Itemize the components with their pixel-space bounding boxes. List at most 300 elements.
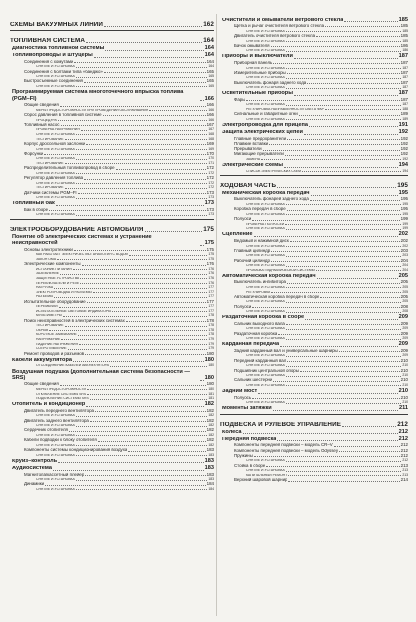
- page-number: 205: [402, 299, 408, 304]
- toc-section-entry[interactable]: [220, 90, 408, 97]
- dot-leader: [269, 144, 400, 145]
- dot-leader: [76, 159, 208, 160]
- toc-procedure-title: СНЯТИЕ И УСТАНОВКА: [246, 244, 285, 248]
- dot-leader: [288, 481, 399, 482]
- page-number: 210: [400, 377, 408, 383]
- page-number: 177: [208, 308, 214, 313]
- toc-subsection-title: Топливный насос: [24, 122, 60, 127]
- toc-section-entry[interactable]: [10, 356, 214, 363]
- toc-section-entry[interactable]: [220, 387, 408, 394]
- page-number: 205: [402, 289, 408, 294]
- toc-subsection-title: Стойка в сборе: [234, 463, 266, 468]
- toc-section-title: Приборы и выключатели: [222, 54, 293, 60]
- toc-section-title: Задний мост: [222, 389, 258, 395]
- dot-leader: [82, 265, 206, 266]
- dot-leader: [325, 26, 400, 27]
- toc-procedure-title: ТЕСТИРОВАНИЕ: [36, 186, 64, 190]
- dot-leader: [286, 41, 402, 42]
- toc-procedure-title: РАЗЪЕМЫ: [36, 295, 54, 299]
- dot-leader: [286, 256, 402, 257]
- page-number: 177: [208, 304, 214, 309]
- page-number: 204: [402, 267, 408, 272]
- page-number: 212: [397, 420, 408, 428]
- dot-leader: [271, 292, 401, 293]
- toc-procedure-title: СНЯТИЕ И УСТАНОВКА: [246, 469, 285, 473]
- page-number: 171: [208, 161, 214, 166]
- toc-chapter-title: СХЕМЫ ВАКУУМНЫХ ЛИНИЙ: [10, 21, 104, 28]
- toc-subsection-title: Соединения с хомутами: [24, 59, 74, 64]
- dot-leader: [60, 106, 206, 107]
- dot-leader: [294, 95, 398, 96]
- page-number: 176: [208, 266, 214, 271]
- toc-section-entry[interactable]: [10, 457, 214, 464]
- dot-leader: [68, 349, 208, 350]
- page-number: 208: [402, 309, 408, 314]
- dot-leader: [252, 220, 399, 221]
- dot-leader: [304, 134, 398, 135]
- page-number: 182: [208, 413, 214, 418]
- dot-leader: [49, 210, 206, 211]
- toc-procedure-title: ЗАЩИТНЫЕ УСТРОЙСТВА: [36, 276, 80, 280]
- toc-subsection-entry[interactable]: [220, 477, 408, 482]
- page-number: 172: [208, 170, 214, 175]
- toc-chapter-entry[interactable]: [10, 16, 214, 28]
- toc-procedure-title: СНЯТИЕ И УСТАНОВКА: [246, 337, 285, 341]
- toc-section-entry[interactable]: [10, 401, 214, 408]
- dot-leader: [286, 204, 402, 205]
- dot-leader: [287, 210, 400, 211]
- page-number: 213: [400, 462, 408, 468]
- dot-leader: [105, 50, 203, 51]
- toc-procedure-title: ТЕСТИРОВАНИЕ: [36, 324, 64, 328]
- toc-procedure-entry[interactable]: [10, 212, 214, 217]
- toc-section-title: Осветительные приборы: [222, 91, 294, 97]
- toc-section-entry[interactable]: [220, 231, 408, 238]
- page-number: 166: [204, 95, 214, 102]
- page-number: 210: [400, 367, 408, 373]
- toc-procedure-title: ПРОВЕРКА ПОЛУОСЕЙ: [246, 222, 285, 226]
- page-number: 212: [402, 458, 408, 463]
- dot-leader: [286, 302, 402, 303]
- toc-procedure-title: СНЯТИЕ И УСТАНОВКА: [246, 66, 285, 70]
- toc-procedure-title: СНЯТИЕ И УСТАНОВКА: [246, 285, 285, 289]
- dot-leader: [94, 57, 204, 58]
- dot-leader: [76, 215, 208, 216]
- dot-leader: [84, 179, 206, 180]
- toc-procedure-title: ИСПЫТАТЕЛЬНЫЕ СВЕТОВЫЕ ИНДИКАТОРЫ: [36, 309, 112, 313]
- toc-procedure-title: СНЯТИЕ И УСТАНОВКА: [36, 133, 75, 137]
- toc-subsection-title: Полуоси: [234, 217, 252, 222]
- toc-subsection-title: Выключатель ингибитора: [234, 280, 286, 285]
- toc-procedure-title: ОТКЛЮЧЕНИЕ СИСТЕМЫ SRS: [36, 392, 87, 396]
- toc-subsection-title: Соединения с болтами типа «банджо»: [24, 69, 103, 74]
- page-number: 175: [203, 225, 214, 233]
- page-number: 179: [208, 346, 214, 351]
- toc-subsection-title: Сердечник отопителя: [24, 428, 68, 433]
- section-separator: [220, 414, 408, 415]
- page-number: 172: [208, 185, 214, 190]
- toc-subsection-title: Прерыватели: [234, 147, 262, 152]
- dot-leader: [285, 155, 400, 156]
- toc-procedure-title: ОБРЫВ: [36, 328, 49, 332]
- toc-section-title: Колеса: [222, 429, 242, 435]
- toc-subsection-title: Фары: [234, 97, 246, 102]
- toc-procedure-title: ТЕСТИРОВАНИЕ: [36, 137, 64, 141]
- page-number: 194: [402, 168, 408, 173]
- page-number: 185: [398, 16, 408, 23]
- toc-subsection-title: Основы электротехники: [24, 247, 73, 252]
- page-number: 209: [398, 341, 408, 348]
- page-number: 209: [400, 330, 408, 336]
- page-number: 178: [208, 313, 214, 318]
- page-number: 173: [208, 212, 214, 217]
- page-number: 168: [208, 136, 214, 141]
- dot-leader: [286, 78, 402, 79]
- page-number: 180: [206, 350, 214, 356]
- toc-procedure-title: КАК РАБОТАЕТ ЭЛЕКТРИЧЕСТВО: АНАЛОГИЯ С ВОДОЙ: [36, 253, 128, 257]
- page-number: 179: [208, 337, 214, 342]
- dot-leader: [84, 82, 206, 83]
- dot-leader: [104, 26, 202, 27]
- toc-subsection-title: Бачок омывателя: [234, 43, 270, 48]
- toc-procedure-title: СНЯТИЕ И УСТАНОВКА: [36, 453, 75, 457]
- page-number: 209: [400, 320, 408, 326]
- toc-procedure-entry[interactable]: [220, 169, 408, 174]
- toc-procedure-title: ПАДЕНИЕ НАПРЯЖЕНИЯ: [36, 342, 78, 346]
- toc-procedure-title: КОРОТКОЕ ЗАМЫКАНИЕ: [36, 333, 77, 337]
- page-number: 212: [398, 428, 408, 435]
- toc-subsection-title: Приборная панель: [234, 60, 273, 65]
- toc-section-title: Кабели аккумулятора: [12, 357, 72, 363]
- page-number: 192: [398, 129, 408, 136]
- page-number: 210: [402, 400, 408, 405]
- toc-subsection-title: Сальник шестерни: [234, 378, 273, 383]
- dot-leader: [78, 193, 206, 194]
- page-number: 181: [208, 396, 214, 401]
- page-number: 166: [208, 117, 214, 122]
- toc-section-entry[interactable]: [220, 405, 408, 412]
- dot-leader: [286, 229, 402, 230]
- page-number: 202: [398, 231, 408, 238]
- page-number: 164: [204, 44, 214, 51]
- page-number: 164: [204, 52, 214, 59]
- toc-section-entry[interactable]: [220, 53, 408, 60]
- dot-leader: [273, 63, 399, 64]
- dot-leader: [286, 246, 402, 247]
- dot-leader: [286, 356, 402, 357]
- toc-section-entry[interactable]: [10, 368, 214, 382]
- dot-leader: [287, 283, 400, 284]
- dot-leader: [80, 283, 207, 284]
- toc-subsection-title: Сальник выходного вала: [234, 321, 285, 326]
- toc-procedure-title: ЗАКОН ОМА: [36, 257, 56, 261]
- page-number: 191: [398, 121, 408, 128]
- toc-procedure-title: ПОДКЛЮЧЕНИЕ СИСТЕМЫ SRS: [36, 397, 89, 401]
- dot-leader: [286, 266, 402, 267]
- dot-leader: [57, 259, 207, 260]
- toc-procedure-title: СНЯТИЕ И УСТАНОВКА: [36, 75, 75, 79]
- page-number: 187: [400, 69, 408, 75]
- page-number: 187: [400, 79, 408, 85]
- dot-leader: [76, 134, 208, 135]
- dot-leader: [79, 344, 207, 345]
- page-number: 172: [206, 165, 214, 171]
- toc-column-right: [220, 16, 408, 616]
- toc-subsection-title: Подшипник центральной опоры: [234, 368, 299, 373]
- toc-section-entry[interactable]: [220, 128, 408, 135]
- toc-procedure-title: НАПРЯЖЕНИЕ: [36, 338, 61, 342]
- page-number: 170: [206, 150, 214, 156]
- toc-procedure-title: СПИСОК ЭЛЕКТРИЧЕСКИХ СХЕМ: [246, 169, 301, 173]
- dot-leader: [65, 163, 208, 164]
- toc-subsection-title: Мигающие прерыватели: [234, 152, 284, 157]
- toc-procedure-title: СНЯТИЕ И УСТАНОВКА: [36, 443, 75, 447]
- dot-leader: [128, 451, 205, 452]
- toc-subsection-title: Главный цилиндр: [234, 248, 271, 253]
- toc-section-entry[interactable]: [220, 161, 408, 168]
- page-number: 210: [402, 373, 408, 378]
- page-number: 192: [400, 146, 408, 152]
- page-number: 210: [400, 394, 408, 400]
- page-number: 212: [400, 442, 408, 448]
- toc-procedure-title: СНЯТИЕ И УСТАНОВКА: [246, 300, 285, 304]
- toc-subsection-title: Бак в сборе: [24, 207, 49, 212]
- toc-section-title: Программируемая система многоточечного впрыска топлива (PGM–FI): [12, 89, 184, 102]
- dot-leader: [300, 371, 400, 372]
- toc-procedure-title: СНЯТИЕ И УСТАНОВКА: [246, 76, 285, 80]
- dot-leader: [74, 250, 206, 251]
- dot-leader: [286, 68, 402, 69]
- toc-chapter-entry[interactable]: [10, 32, 214, 44]
- toc-section-title: Топливный бак: [12, 201, 55, 207]
- toc-subsection-title: Двигатель заднего вентилятора: [24, 418, 89, 423]
- dot-leader: [280, 346, 398, 347]
- toc-chapter-entry[interactable]: [10, 221, 214, 233]
- toc-section-entry[interactable]: [10, 88, 214, 102]
- dot-leader: [45, 485, 206, 486]
- toc-section-title: Воздушная подушка (дополнительная система безопасности — SRS): [12, 368, 190, 382]
- dot-leader: [286, 329, 402, 330]
- dot-leader: [93, 292, 208, 293]
- dot-leader: [286, 461, 402, 462]
- toc-subsection-title: Быстросъемные соединения: [24, 79, 83, 84]
- dot-leader: [342, 426, 396, 427]
- dot-leader: [76, 77, 208, 78]
- dot-leader: [286, 403, 402, 404]
- dot-leader: [60, 274, 207, 275]
- dot-leader: [200, 380, 204, 381]
- toc-subsection-title: Общие сведения: [24, 103, 59, 108]
- dot-leader: [286, 287, 402, 288]
- dot-leader: [76, 435, 208, 436]
- toc-subsection-title: Раздаточная коробка: [234, 331, 278, 336]
- dot-leader: [254, 456, 400, 457]
- dot-leader: [54, 297, 207, 298]
- page-number: 169: [208, 146, 214, 151]
- page-number: 187: [400, 96, 408, 102]
- toc-subsection-title: Динамики: [24, 482, 45, 487]
- page-number: 199: [402, 221, 408, 226]
- toc-subsection-title: Щетка и рычаг очистителя ветрового стекла: [234, 24, 325, 29]
- toc-subsection-title: Выключатель фонарей заднего хода: [234, 197, 309, 202]
- page-number: 202: [400, 238, 408, 243]
- toc-column-left: [10, 16, 214, 616]
- toc-procedure-title: СНЯТИЕ И УСТАНОВКА: [36, 157, 75, 161]
- page-number: 170: [208, 156, 214, 161]
- toc-procedure-title: СНЯТИЕ И УСТАНОВКА: [246, 203, 285, 207]
- dot-leader: [65, 326, 208, 327]
- dot-leader: [61, 339, 207, 340]
- page-number: 183: [206, 471, 214, 477]
- page-number: 210: [402, 383, 408, 388]
- toc-procedure-title: СНЯТИЕ И УСТАНОВКА: [246, 354, 285, 358]
- page-number: 175: [206, 246, 214, 252]
- dot-leader: [69, 431, 206, 432]
- toc-procedure-title: ТЕСТИРОВАНИЕ: [36, 162, 64, 166]
- toc-section-entry[interactable]: [10, 52, 214, 59]
- toc-procedure-title: НАГРУЗКА: [36, 286, 54, 290]
- dot-leader: [86, 144, 205, 145]
- page-number: 166: [206, 112, 214, 117]
- toc-subsection-title: Главные предохранители: [234, 136, 287, 141]
- toc-section-entry[interactable]: [10, 200, 214, 207]
- page-number: 209: [400, 347, 408, 353]
- dot-leader: [104, 72, 206, 73]
- toc-section-entry[interactable]: [10, 44, 214, 51]
- toc-procedure-title: СНЯТИЕ И УСТАНОВКА: [246, 254, 285, 258]
- page-number: 192: [402, 157, 408, 162]
- section-separator: [220, 175, 408, 176]
- dot-leader: [87, 394, 207, 395]
- toc-section-entry[interactable]: [220, 121, 408, 128]
- page-number: 182: [206, 427, 214, 433]
- page-number: 205: [400, 279, 408, 285]
- dot-leader: [316, 270, 402, 271]
- toc-procedure-title: ПРОКАЧКА ГИДРАВЛИЧЕСКОЙ СИСТЕМЫ: [246, 268, 315, 272]
- page-number: 173: [206, 189, 214, 195]
- toc-procedure-title: СНЯТИЕ И УСТАНОВКА: [246, 86, 285, 90]
- dot-leader: [76, 416, 208, 417]
- toc-procedure-title: СНЯТИЕ И УСТАНОВКА: [246, 29, 285, 33]
- page-number: 195: [402, 211, 408, 216]
- dot-leader: [288, 475, 401, 476]
- toc-subsection-title: Задний карданный вал и универсальные шарниры: [234, 348, 338, 353]
- dot-leader: [273, 410, 398, 411]
- toc-procedure-title: ЭЛЕКТРОПРОВОДКА И РАЗЪЕМЫ: [36, 290, 92, 294]
- page-number: 165: [206, 68, 214, 74]
- page-number: 180: [204, 356, 214, 363]
- toc-procedure-title: СНЯТИЕ И УСТАНОВКА: [246, 327, 285, 331]
- toc-procedure-title: СНЯТИЕ И УСТАНОВКА: [36, 147, 75, 151]
- toc-procedure-entry[interactable]: [10, 487, 214, 492]
- dot-leader: [112, 311, 207, 312]
- toc-subsection-title: Испытательное оборудование: [24, 299, 86, 304]
- page-number: 177: [208, 289, 214, 294]
- toc-subsection-title: Измерительные приборы: [234, 70, 286, 75]
- page-number: 187: [402, 102, 408, 107]
- page-number: 183: [206, 447, 214, 453]
- page-number: 214: [400, 477, 408, 483]
- page-number: 195: [402, 202, 408, 207]
- dot-leader: [76, 455, 208, 456]
- toc-subsection-title: Электрические компоненты: [24, 262, 81, 267]
- toc-subsection-title: Компоненты системы кондиционирования воздуха: [24, 448, 128, 453]
- page-number: 205: [400, 293, 408, 299]
- page-number: 183: [204, 457, 214, 464]
- page-number: 203: [400, 247, 408, 253]
- page-number: 212: [400, 452, 408, 458]
- toc-section-entry[interactable]: [220, 189, 408, 196]
- toc-subsection-title: Ведомый и нажимной диск: [234, 238, 289, 243]
- dot-leader: [76, 480, 208, 481]
- page-number: 209: [398, 314, 408, 321]
- toc-section-title: Механическая коробка передач: [222, 191, 310, 196]
- dot-leader: [286, 366, 402, 367]
- toc-procedure-title: МУЛЬТИМЕТРЫ: [36, 314, 62, 318]
- dot-leader: [271, 251, 400, 252]
- dot-leader: [110, 366, 207, 367]
- toc-section-entry[interactable]: [10, 464, 214, 471]
- page-number: 179: [208, 341, 214, 346]
- toc-procedure-title: ЗАМЕНА: [246, 158, 261, 162]
- page-number: 180: [206, 381, 214, 387]
- section-separator: [10, 30, 214, 31]
- page-number: 178: [208, 327, 214, 332]
- toc-chapter-entry[interactable]: [220, 177, 408, 189]
- toc-subsection-title: Двигатель очистителя ветрового стекла: [234, 33, 316, 38]
- page-number: 212: [398, 435, 408, 442]
- toc-procedure-title: РЕГУЛИРОВКА НАПРАВЛЕННОСТИ СВЕТА ФАР: [246, 107, 324, 111]
- dot-leader: [309, 126, 398, 127]
- toc-subsection-title: Распределительный топливопровод в сборе: [24, 166, 115, 171]
- toc-subsection-title: Сигнальные и габаритные огни: [234, 112, 298, 117]
- page-number: 188: [402, 106, 408, 111]
- toc-section-title: Диагностика топливной системы: [12, 45, 105, 51]
- toc-section-entry[interactable]: [220, 341, 408, 348]
- toc-section-entry[interactable]: [220, 435, 408, 442]
- toc-subsection-title: Компоненты передней подвески – модель Odyssey: [234, 448, 339, 453]
- dot-leader: [73, 269, 208, 270]
- page-number: 184: [208, 487, 214, 491]
- page-number: 175: [208, 252, 214, 257]
- dot-leader: [76, 445, 208, 446]
- dot-leader: [339, 451, 400, 452]
- dot-leader: [285, 224, 401, 225]
- dot-leader: [76, 183, 208, 184]
- toc-section-entry[interactable]: [220, 16, 408, 23]
- page-number: 184: [206, 481, 214, 487]
- page-number: 187: [398, 90, 408, 97]
- toc-section-entry[interactable]: [220, 272, 408, 279]
- page-number: 185: [402, 38, 408, 43]
- toc-procedure-title: СНЯТИЕ И УСТАНОВКА: [246, 401, 285, 405]
- dot-leader: [200, 100, 204, 101]
- toc-section-entry[interactable]: [10, 233, 214, 247]
- toc-section-entry[interactable]: [220, 428, 408, 435]
- dot-leader: [263, 150, 400, 151]
- toc-procedure-title: ПЕРЕМЫЧКИ: [36, 305, 58, 309]
- dot-leader: [98, 441, 206, 442]
- dot-leader: [252, 398, 400, 399]
- toc-section-entry[interactable]: [220, 314, 408, 321]
- toc-subsection-title: Автоматическая коробка передач в сборе: [234, 294, 320, 299]
- page-number: 180: [208, 363, 214, 368]
- page-number: 180: [208, 387, 214, 392]
- toc-procedure-title: ИСТОЧНИК ПИТАНИЯ: [36, 267, 72, 271]
- toc-subsection-title: Форсунки: [24, 151, 44, 156]
- toc-chapter-entry[interactable]: [220, 416, 408, 428]
- dot-leader: [80, 278, 207, 279]
